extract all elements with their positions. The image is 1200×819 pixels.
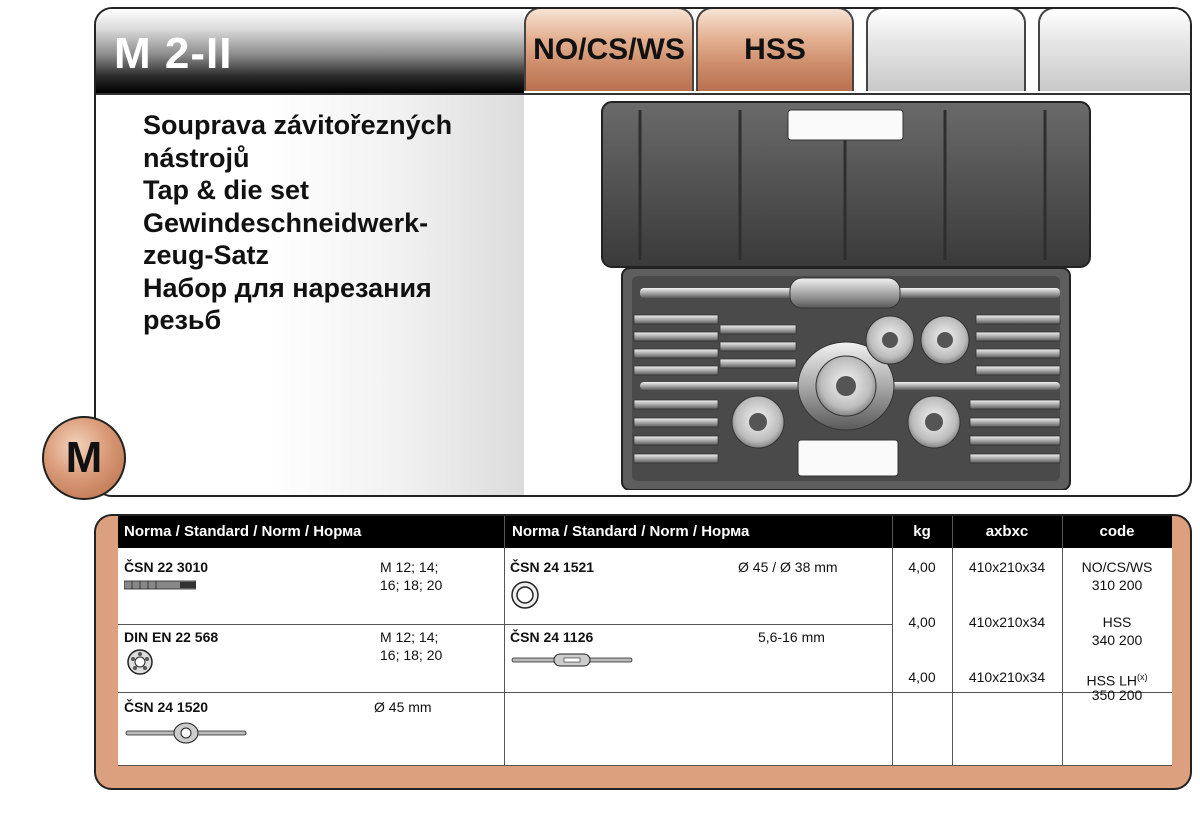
left-row-2-size-1: M 12; 14; <box>380 629 439 645</box>
right-row-2-size: 5,6-16 mm <box>758 629 825 645</box>
tap-wrench-icon <box>510 652 634 668</box>
tab-empty-2[interactable] <box>1038 7 1192 91</box>
variant-2-code-number: 340 200 <box>1091 632 1143 648</box>
product-description <box>143 109 513 337</box>
variant-3-code-name-text: HSS LH <box>1086 672 1138 689</box>
variant-3-code-number: 350 200 <box>1091 687 1143 703</box>
description-line: Набор для нарезания <box>143 272 432 303</box>
header-kg: kg <box>913 523 931 540</box>
tab-empty-1[interactable] <box>866 7 1026 91</box>
row-divider <box>118 692 892 693</box>
right-row-2-standard: ČSN 24 1126 <box>510 629 594 645</box>
column-divider <box>892 516 893 766</box>
variant-2-code-name: HSS <box>1102 614 1132 630</box>
product-title: M 2-II <box>114 29 233 78</box>
variant-3-kg: 4,00 <box>908 669 936 685</box>
variant-1-code-number: 310 200 <box>1091 577 1143 593</box>
description-line: zeug-Satz <box>143 240 270 270</box>
spec-table <box>118 516 1172 766</box>
left-row-1-size-2: 16; 18; 20 <box>380 577 443 593</box>
product-photo <box>600 100 1092 490</box>
variant-2-dims: 410x210x34 <box>968 614 1046 630</box>
header-norm-left: Norma / Standard / Norm / Норма <box>124 523 362 540</box>
column-divider <box>504 516 505 766</box>
title-bar <box>96 9 524 93</box>
left-row-2-standard: DIN EN 22 568 <box>124 629 219 645</box>
table-bottom <box>118 765 1172 766</box>
tab-hss[interactable]: HSS <box>696 7 854 91</box>
category-badge: M <box>42 416 126 500</box>
variant-3-dims: 410x210x34 <box>968 669 1046 685</box>
row-divider <box>504 624 892 625</box>
description-line: Tap & die set <box>143 175 310 205</box>
header-dims: axbxc <box>985 523 1029 540</box>
variant-1-kg: 4,00 <box>908 559 936 575</box>
description-line: Gewindeschneidwerk- <box>143 207 429 238</box>
spec-table-card <box>94 514 1192 790</box>
header-code: code <box>1099 523 1135 540</box>
description-line: nástrojů <box>143 142 250 173</box>
description-line: резьб <box>143 305 222 335</box>
tap-icon <box>124 580 196 590</box>
variant-1-code-name: NO/CS/WS <box>1081 559 1153 575</box>
description-panel <box>96 95 524 495</box>
die-stock-icon <box>124 721 248 745</box>
right-row-1-standard: ČSN 24 1521 <box>510 559 595 575</box>
variant-3-code-superscript: (x) <box>1137 672 1148 682</box>
tab-no-cs-ws[interactable]: NO/CS/WS <box>524 7 694 91</box>
column-divider <box>952 516 953 766</box>
table-header <box>118 516 1172 548</box>
left-row-1-size-1: M 12; 14; <box>380 559 439 575</box>
row-divider <box>118 624 504 625</box>
die-adapter-icon <box>510 580 540 610</box>
left-row-3-standard: ČSN 24 1520 <box>124 699 209 715</box>
header-norm-right: Norma / Standard / Norm / Норма <box>512 523 750 540</box>
left-row-3-size-1: Ø 45 mm <box>374 699 432 715</box>
variant-2-kg: 4,00 <box>908 614 936 630</box>
die-icon <box>126 648 154 676</box>
right-row-1-size: Ø 45 / Ø 38 mm <box>738 559 838 575</box>
left-row-1-standard: ČSN 22 3010 <box>124 559 209 575</box>
material-tabs <box>524 9 1190 93</box>
description-line: Souprava závitořezných <box>143 110 453 140</box>
left-row-2-size-2: 16; 18; 20 <box>380 647 443 663</box>
variant-1-dims: 410x210x34 <box>968 559 1046 575</box>
